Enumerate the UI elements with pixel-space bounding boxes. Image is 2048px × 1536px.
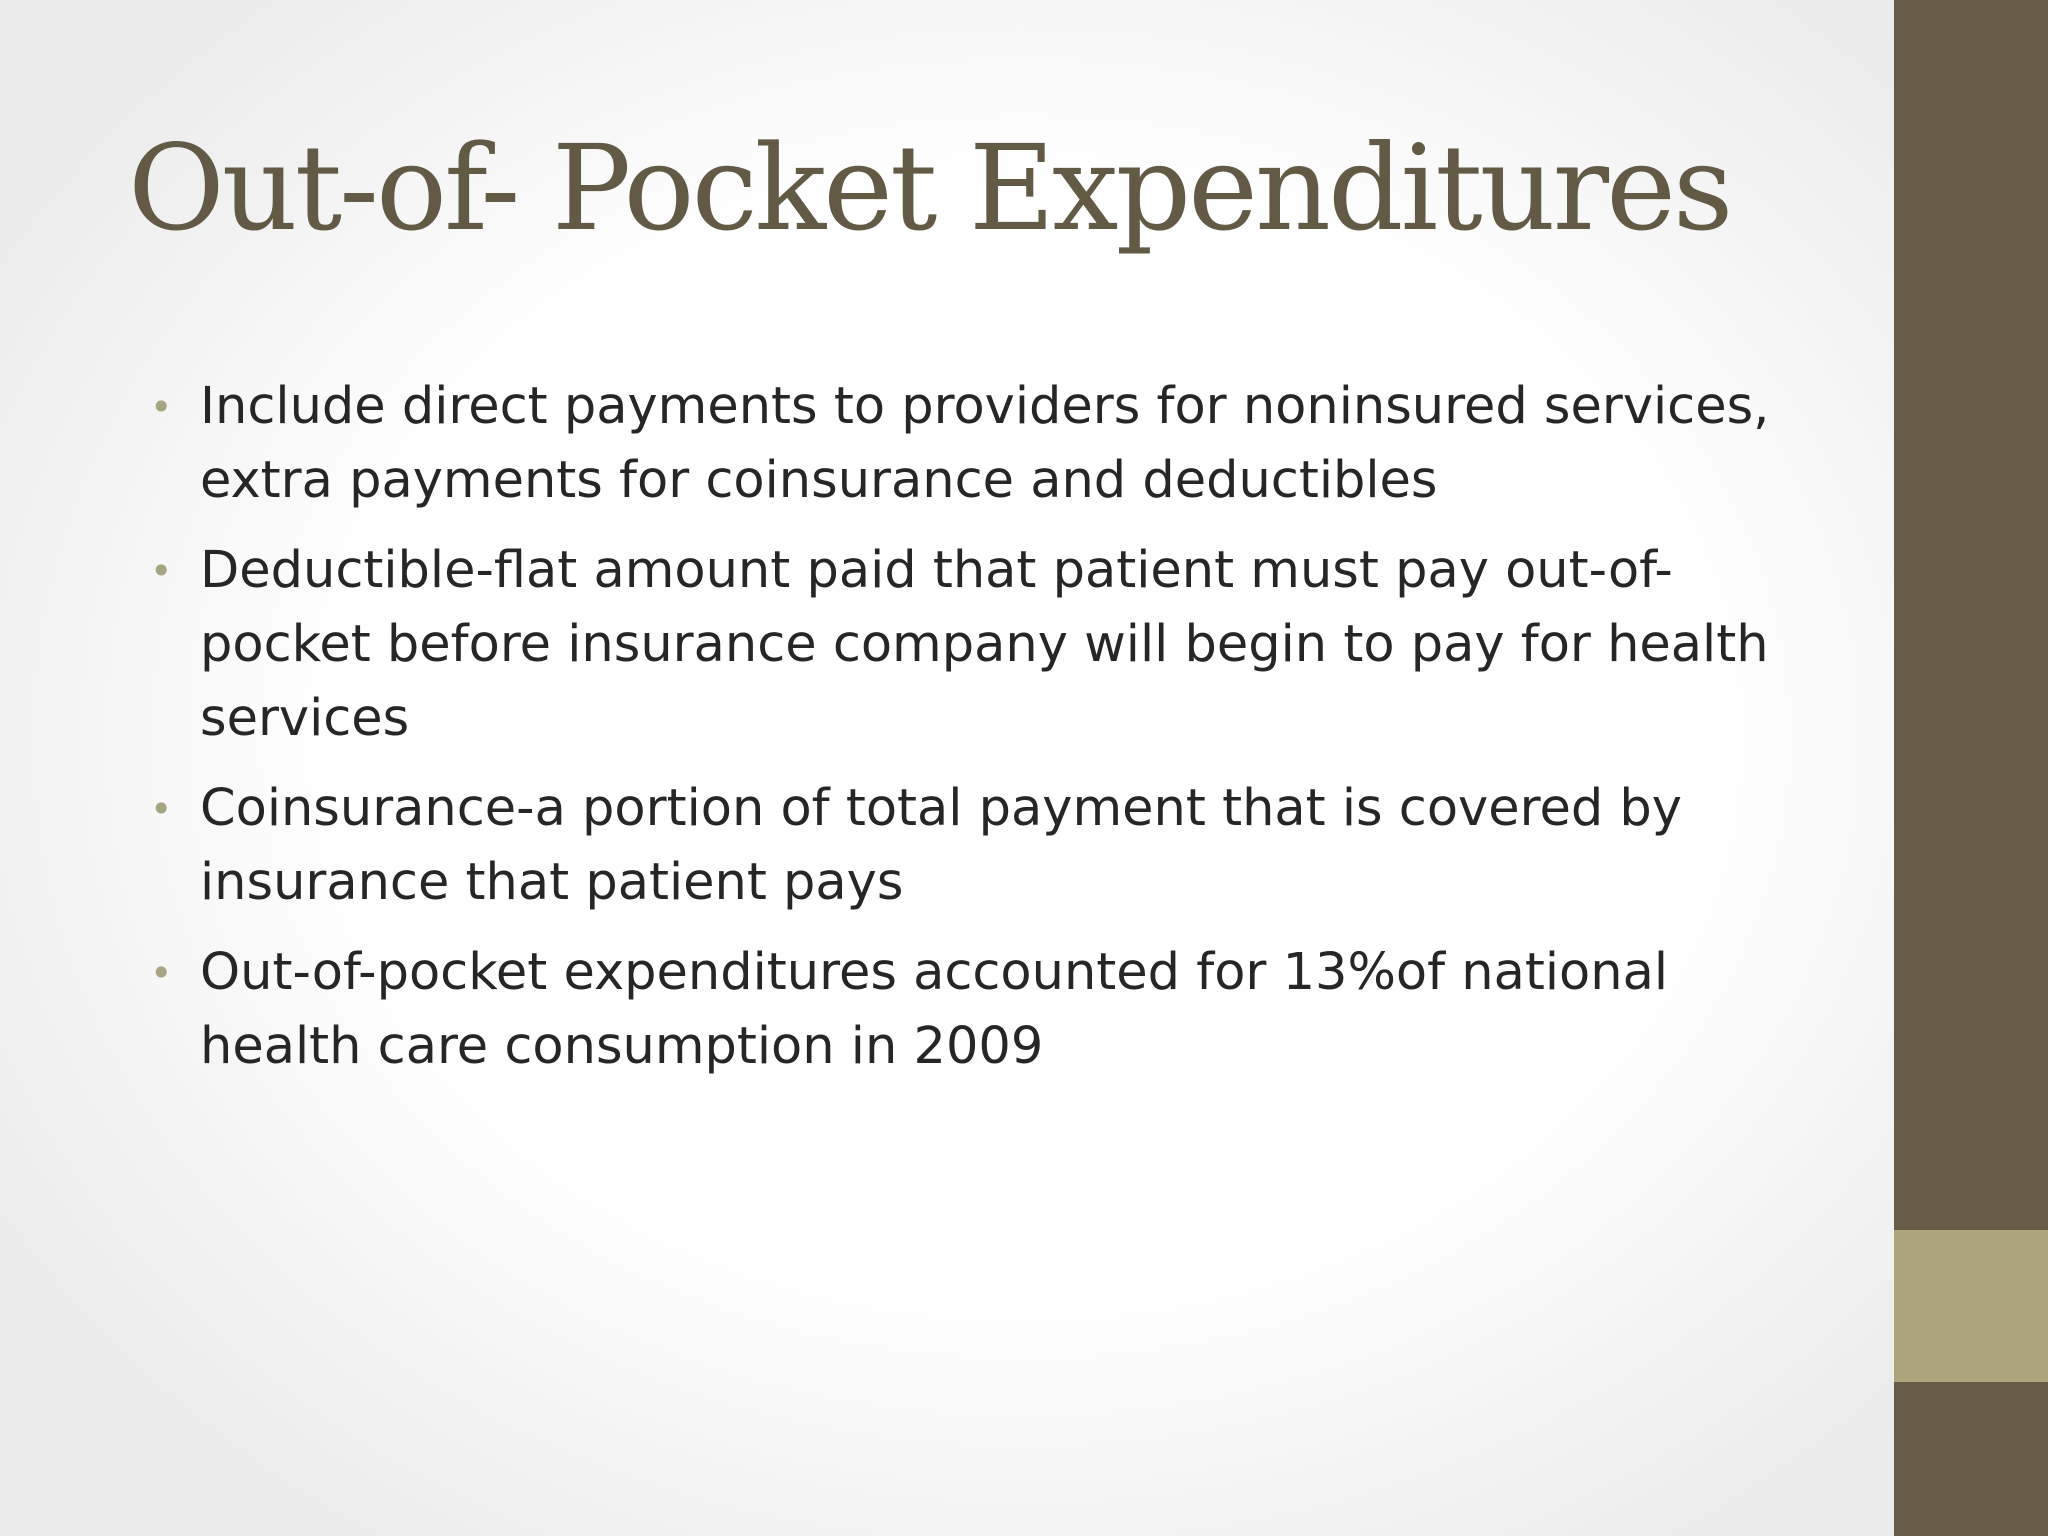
bullet-text: Deductible-flat amount paid that patient must pay out-of-pocket before insurance company will begin to pay for health services [200, 541, 1769, 748]
bullet-text: Coinsurance-a portion of total payment that is covered by insurance that patient pays [200, 779, 1682, 912]
bullet-item [150, 370, 1810, 518]
bullet-dot-icon: • [150, 787, 173, 831]
bullet-item [150, 772, 1810, 920]
bullet-item [150, 936, 1810, 1084]
decorative-sidebar [1894, 0, 2048, 1536]
bullet-text: Out-of-pocket expenditures accounted for 13%of national health care consumption in 2009 [200, 943, 1668, 1076]
bullet-list [150, 370, 1810, 1100]
bullet-dot-icon: • [150, 951, 173, 995]
bullet-item [150, 534, 1810, 756]
bullet-dot-icon: • [150, 549, 173, 593]
sidebar-accent-block [1894, 1230, 2048, 1382]
slide-title: Out-of- Pocket Expenditures [128, 119, 1731, 257]
bullet-dot-icon: • [150, 385, 173, 429]
bullet-text: Include direct payments to providers for noninsured services, extra payments for coinsurance and deductibles [200, 377, 1770, 510]
